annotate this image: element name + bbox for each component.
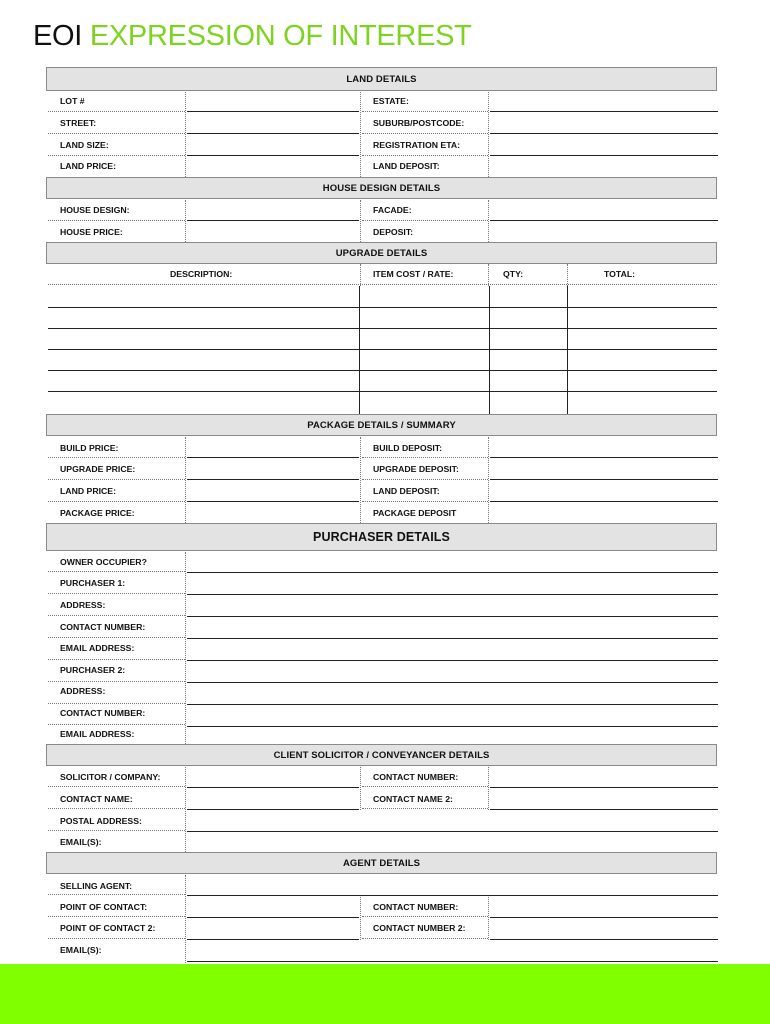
column-header-description: DESCRIPTION:	[170, 269, 233, 279]
divider	[488, 264, 489, 286]
divider	[185, 767, 186, 852]
label-package-price: PACKAGE PRICE:	[60, 508, 135, 518]
section-header-upgrade-details: UPGRADE DETAILS	[46, 242, 717, 264]
upgrade-row[interactable]	[48, 328, 717, 329]
field-house-design[interactable]	[187, 200, 359, 221]
column-header-qty: QTY:	[503, 269, 524, 279]
divider	[48, 786, 185, 787]
divider	[185, 200, 186, 242]
field-purchaser-1[interactable]	[187, 574, 718, 595]
label-agent-contact-number-2: CONTACT NUMBER 2:	[373, 923, 466, 933]
field-land-deposit[interactable]	[490, 157, 718, 177]
divider	[362, 155, 488, 156]
upgrade-row[interactable]	[48, 370, 717, 371]
label-agent-contact-number: CONTACT NUMBER:	[373, 902, 459, 912]
title-eoi: EOI	[33, 20, 83, 52]
divider	[488, 767, 489, 810]
label-land-price: LAND PRICE:	[60, 161, 116, 171]
label-registration-eta: REGISTRATION ETA:	[373, 140, 461, 150]
field-street[interactable]	[187, 113, 359, 134]
field-agent-contact-number-2[interactable]	[490, 919, 718, 940]
label-package-land-deposit: LAND DEPOSIT:	[373, 486, 440, 496]
divider	[48, 155, 185, 156]
field-estate[interactable]	[490, 92, 718, 112]
divider	[48, 479, 185, 480]
divider	[48, 111, 185, 112]
upgrade-row[interactable]	[48, 307, 717, 308]
label-package-land-price: LAND PRICE:	[60, 486, 116, 496]
divider	[48, 284, 717, 285]
section-header-package-details: PACKAGE DETAILS / SUMMARY	[46, 414, 717, 436]
label-email-address-2: EMAIL ADDRESS:	[60, 729, 135, 739]
field-upgrade-price[interactable]	[187, 459, 359, 480]
field-owner-occupier[interactable]	[187, 552, 718, 573]
divider	[48, 501, 185, 502]
divider	[48, 220, 185, 221]
field-registration-eta[interactable]	[490, 135, 718, 156]
label-lot: LOT #	[60, 96, 85, 106]
label-contact-number-1: CONTACT NUMBER:	[60, 622, 146, 632]
field-build-deposit[interactable]	[490, 437, 718, 458]
field-email-address-1[interactable]	[187, 640, 718, 661]
field-land-price[interactable]	[187, 157, 359, 177]
column-header-total: TOTAL:	[604, 269, 636, 279]
divider	[48, 830, 185, 831]
field-postal-address[interactable]	[187, 811, 718, 832]
label-owner-occupier: OWNER OCCUPIER?	[60, 557, 147, 567]
label-land-deposit: LAND DEPOSIT:	[373, 161, 440, 171]
field-package-deposit[interactable]	[490, 503, 718, 523]
field-package-price[interactable]	[187, 503, 359, 523]
divider	[488, 200, 489, 242]
upgrade-col-line	[567, 286, 568, 414]
divider	[360, 767, 361, 810]
title-expression-of-interest: EXPRESSION OF INTEREST	[89, 20, 472, 52]
divider	[185, 875, 186, 963]
field-address-1[interactable]	[187, 596, 718, 617]
upgrade-col-line	[489, 286, 490, 414]
divider	[362, 916, 488, 917]
label-contact-name-2: CONTACT NAME 2:	[373, 794, 453, 804]
divider	[362, 501, 488, 502]
label-house-price: HOUSE PRICE:	[60, 227, 123, 237]
divider	[362, 808, 488, 809]
field-purchaser-2[interactable]	[187, 662, 718, 683]
divider	[48, 133, 185, 134]
label-email-address-1: EMAIL ADDRESS:	[60, 643, 135, 653]
field-selling-agent[interactable]	[187, 875, 718, 896]
label-point-of-contact: POINT OF CONTACT:	[60, 902, 148, 912]
label-postal-address: POSTAL ADDRESS:	[60, 816, 142, 826]
divider	[362, 938, 488, 939]
divider	[360, 437, 361, 523]
divider	[48, 681, 185, 682]
column-header-item-cost: ITEM COST / RATE:	[373, 269, 454, 279]
divider	[362, 111, 488, 112]
label-deposit: DEPOSIT:	[373, 227, 414, 237]
label-build-price: BUILD PRICE:	[60, 443, 119, 453]
divider	[185, 92, 186, 177]
field-upgrade-deposit[interactable]	[490, 459, 718, 480]
field-address-2[interactable]	[187, 684, 718, 705]
label-contact-number-2: CONTACT NUMBER:	[60, 708, 146, 718]
label-address-2: ADDRESS:	[60, 686, 106, 696]
divider	[48, 894, 185, 895]
divider	[48, 659, 185, 660]
field-agent-emails[interactable]	[187, 941, 718, 962]
field-contact-name[interactable]	[187, 789, 359, 810]
divider	[362, 133, 488, 134]
section-header-land-details: LAND DETAILS	[46, 67, 717, 91]
divider	[360, 264, 361, 286]
label-build-deposit: BUILD DEPOSIT:	[373, 443, 443, 453]
divider	[48, 938, 185, 939]
label-contact-name: CONTACT NAME:	[60, 794, 133, 804]
label-upgrade-price: UPGRADE PRICE:	[60, 464, 136, 474]
divider	[48, 808, 185, 809]
label-agent-emails: EMAIL(S):	[60, 945, 102, 955]
label-suburb-postcode: SUBURB/POSTCODE:	[373, 118, 465, 128]
label-selling-agent: SELLING AGENT:	[60, 881, 133, 891]
divider	[185, 437, 186, 523]
divider	[488, 437, 489, 523]
divider	[362, 220, 488, 221]
field-solicitor-company[interactable]	[187, 767, 359, 788]
divider	[48, 593, 185, 594]
divider	[48, 571, 185, 572]
upgrade-col-line	[359, 286, 360, 414]
divider	[185, 552, 186, 744]
field-land-size[interactable]	[187, 135, 359, 156]
field-deposit[interactable]	[490, 222, 718, 242]
section-header-purchaser-details: PURCHASER DETAILS	[46, 523, 717, 551]
field-solicitor-contact-number[interactable]	[490, 767, 718, 788]
label-package-deposit: PACKAGE DEPOSIT	[373, 508, 457, 518]
field-build-price[interactable]	[187, 437, 359, 458]
field-email-address-2[interactable]	[187, 727, 718, 744]
divider	[362, 457, 488, 458]
label-house-design: HOUSE DESIGN:	[60, 205, 130, 215]
label-estate: ESTATE:	[373, 96, 409, 106]
label-solicitor-contact-number: CONTACT NUMBER:	[373, 772, 459, 782]
footer-band	[0, 964, 770, 1024]
label-upgrade-deposit: UPGRADE DEPOSIT:	[373, 464, 459, 474]
divider	[360, 200, 361, 242]
label-address-1: ADDRESS:	[60, 600, 106, 610]
divider	[360, 92, 361, 177]
divider	[362, 786, 488, 787]
field-contact-number-1[interactable]	[187, 618, 718, 639]
divider	[360, 897, 361, 940]
field-contact-number-2[interactable]	[187, 706, 718, 727]
label-purchaser-2: PURCHASER 2:	[60, 665, 126, 675]
divider	[362, 479, 488, 480]
section-header-house-design: HOUSE DESIGN DETAILS	[46, 177, 717, 199]
divider	[48, 615, 185, 616]
field-lot[interactable]	[187, 92, 359, 112]
label-land-size: LAND SIZE:	[60, 140, 109, 150]
label-purchaser-1: PURCHASER 1:	[60, 578, 126, 588]
field-package-land-deposit[interactable]	[490, 481, 718, 502]
section-header-solicitor: CLIENT SOLICITOR / CONVEYANCER DETAILS	[46, 744, 717, 766]
section-header-agent-details: AGENT DETAILS	[46, 852, 717, 874]
divider	[488, 897, 489, 940]
field-point-of-contact-2[interactable]	[187, 919, 359, 940]
upgrade-row[interactable]	[48, 391, 717, 392]
label-solicitor-emails: EMAIL(S):	[60, 837, 102, 847]
field-agent-contact-number[interactable]	[490, 897, 718, 918]
divider	[48, 457, 185, 458]
divider	[48, 724, 185, 725]
divider	[567, 264, 568, 286]
divider	[488, 92, 489, 177]
field-package-land-price[interactable]	[187, 481, 359, 502]
field-facade[interactable]	[490, 200, 718, 221]
label-facade: FACADE:	[373, 205, 412, 215]
field-contact-name-2[interactable]	[490, 789, 718, 810]
field-solicitor-emails[interactable]	[187, 833, 718, 852]
field-house-price[interactable]	[187, 222, 359, 242]
label-point-of-contact-2: POINT OF CONTACT 2:	[60, 923, 156, 933]
field-point-of-contact[interactable]	[187, 897, 359, 918]
field-suburb-postcode[interactable]	[490, 113, 718, 134]
label-street: STREET:	[60, 118, 97, 128]
page-title	[33, 20, 472, 53]
divider	[48, 703, 185, 704]
upgrade-row[interactable]	[48, 349, 717, 350]
label-solicitor-company: SOLICITOR / COMPANY:	[60, 772, 161, 782]
divider	[48, 916, 185, 917]
divider	[48, 637, 185, 638]
